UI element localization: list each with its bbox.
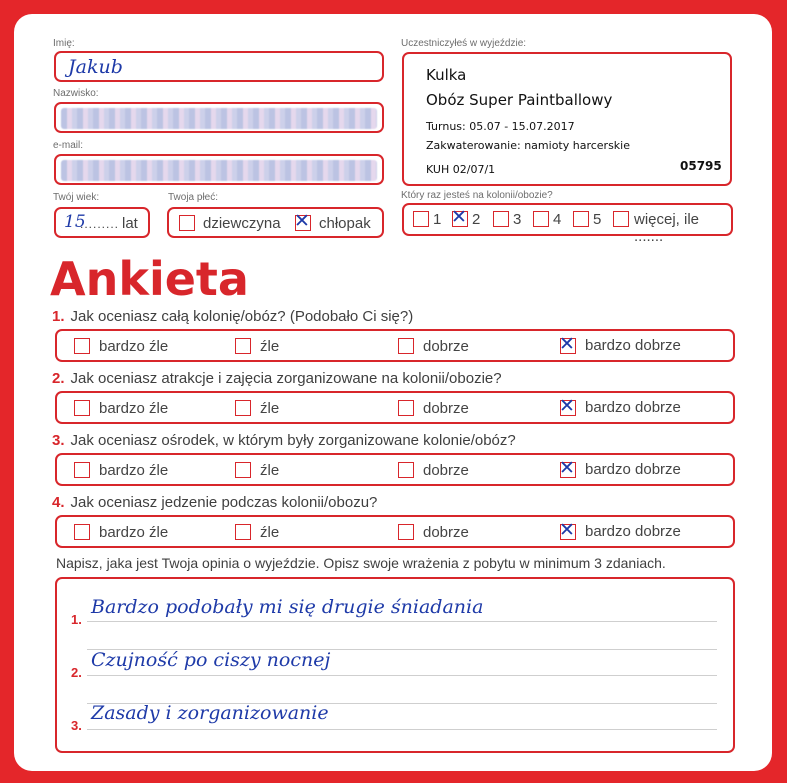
check-mark-icon: ✕	[559, 457, 575, 479]
q2-good-label: dobrze	[423, 400, 469, 417]
q4-very-good-checkbox[interactable]	[559, 519, 576, 541]
camp-turn: Turnus: 05.07 - 15.07.2017	[426, 120, 575, 133]
gender-field	[167, 207, 384, 238]
name-value: Jakub	[68, 56, 123, 78]
q2-very-good-checkbox[interactable]	[559, 395, 576, 417]
name-field[interactable]	[54, 51, 384, 82]
camp-info-box	[402, 52, 732, 186]
gender-girl-label: dziewczyna	[203, 215, 281, 232]
q2-very-bad-checkbox[interactable]	[74, 400, 90, 416]
question-3-number: 3.	[52, 432, 65, 449]
q1-very-bad-label: bardzo źle	[99, 338, 169, 355]
question-2-options	[55, 391, 735, 424]
q3-very-bad-checkbox[interactable]	[74, 462, 90, 478]
opinion-line-2-text: Czujność po ciszy nocnej	[91, 649, 331, 671]
question-4-options	[55, 515, 735, 548]
q3-very-good-label: bardzo dobrze	[585, 461, 681, 478]
question-4-text: Jak oceniasz jedzenie podczas kolonii/obozu?	[70, 494, 378, 511]
camp-company: Kulka	[426, 66, 467, 84]
check-mark-icon: ✕	[559, 333, 575, 355]
opinion-prompt: Napisz, jaka jest Twoja opinia o wyjeździe. Opisz swoje wrażenia z pobytu w minimum 3 zdaniach.	[56, 555, 666, 571]
opinion-line-2-number: 2.	[71, 665, 82, 680]
opinion-line-1-text: Bardzo podobały mi się drugie śniadania	[91, 596, 484, 618]
question-2-number: 2.	[52, 370, 65, 387]
q4-very-bad-label: bardzo źle	[99, 524, 169, 541]
times-4-label: 4	[553, 211, 562, 228]
q3-good-label: dobrze	[423, 462, 469, 479]
times-2-label: 2	[472, 211, 481, 228]
times-more-label: więcej, ile .......	[634, 211, 700, 245]
check-mark-icon: ✕	[559, 519, 575, 541]
survey-sheet	[14, 14, 772, 771]
times-1-checkbox[interactable]	[413, 211, 429, 227]
times-2-checkbox[interactable]	[451, 206, 468, 228]
q1-good-label: dobrze	[423, 338, 469, 355]
gender-boy-label: chłopak	[319, 215, 371, 232]
times-3-label: 3	[513, 211, 522, 228]
q1-bad-checkbox[interactable]	[235, 338, 251, 354]
question-3	[52, 432, 516, 449]
name-label: Imię:	[53, 38, 75, 49]
participation-label: Uczestniczyłeś w wyjeździe:	[401, 38, 527, 49]
surname-redacted	[61, 108, 377, 129]
times-4-checkbox[interactable]	[533, 211, 549, 227]
question-1-text: Jak oceniasz całą kolonię/obóz? (Podobało Ci się?)	[70, 308, 414, 325]
page-title: Ankieta	[50, 252, 249, 306]
question-2	[52, 370, 502, 387]
age-value: 15	[64, 212, 86, 232]
q1-bad-label: źle	[260, 338, 280, 355]
times-field	[402, 203, 733, 245]
gender-boy-checkbox[interactable]	[294, 210, 311, 232]
q2-very-bad-label: bardzo źle	[99, 400, 169, 417]
opinion-line-1-number: 1.	[71, 612, 82, 627]
q3-good-checkbox[interactable]	[398, 462, 414, 478]
age-dots: .........	[80, 217, 120, 231]
question-2-text: Jak oceniasz atrakcje i zajęcia zorganizowane na kolonii/obozie?	[70, 370, 502, 387]
opinion-rule-1	[87, 621, 717, 622]
q2-good-checkbox[interactable]	[398, 400, 414, 416]
times-3-checkbox[interactable]	[493, 211, 509, 227]
opinion-line-3-number: 3.	[71, 718, 82, 733]
q1-very-good-label: bardzo dobrze	[585, 337, 681, 354]
q2-bad-checkbox[interactable]	[235, 400, 251, 416]
gender-girl-checkbox[interactable]	[179, 215, 195, 231]
question-4	[52, 494, 377, 511]
q2-very-good-label: bardzo dobrze	[585, 399, 681, 416]
q3-bad-checkbox[interactable]	[235, 462, 251, 478]
q3-very-good-checkbox[interactable]	[559, 457, 576, 479]
q1-very-good-checkbox[interactable]	[559, 333, 576, 355]
camp-accommodation: Zakwaterowanie: namioty harcerskie	[426, 139, 630, 152]
camp-name: Obóz Super Paintballowy	[426, 91, 613, 109]
question-3-options	[55, 453, 735, 486]
q4-very-bad-checkbox[interactable]	[74, 524, 90, 540]
check-mark-icon: ✕	[559, 395, 575, 417]
q2-bad-label: źle	[260, 400, 280, 417]
email-redacted	[61, 160, 377, 181]
q4-very-good-label: bardzo dobrze	[585, 523, 681, 540]
age-label: Twój wiek:	[53, 192, 100, 203]
email-field[interactable]	[54, 154, 384, 185]
times-5-label: 5	[593, 211, 602, 228]
q3-bad-label: źle	[260, 462, 280, 479]
check-mark-icon: ✕	[294, 210, 310, 232]
q4-bad-checkbox[interactable]	[235, 524, 251, 540]
email-label: e-mail:	[53, 140, 84, 151]
surname-field[interactable]	[54, 102, 384, 133]
times-more-checkbox[interactable]	[613, 211, 629, 227]
opinion-field[interactable]	[55, 577, 735, 753]
q4-good-checkbox[interactable]	[398, 524, 414, 540]
question-1-number: 1.	[52, 308, 65, 325]
question-1	[52, 308, 413, 325]
camp-code: KUH 02/07/1	[426, 163, 496, 176]
times-1-label: 1	[433, 211, 442, 228]
q1-good-checkbox[interactable]	[398, 338, 414, 354]
question-4-number: 4.	[52, 494, 65, 511]
gender-label: Twoja płeć:	[168, 192, 219, 203]
age-unit: lat	[122, 215, 138, 232]
surname-label: Nazwisko:	[53, 88, 99, 99]
age-field[interactable]	[54, 207, 150, 238]
check-mark-icon: ✕	[451, 206, 467, 228]
opinion-rule-3	[87, 675, 717, 676]
times-5-checkbox[interactable]	[573, 211, 589, 227]
q4-bad-label: źle	[260, 524, 280, 541]
camp-number: 05795	[680, 159, 722, 173]
q1-very-bad-checkbox[interactable]	[74, 338, 90, 354]
question-1-options	[55, 329, 735, 362]
question-3-text: Jak oceniasz ośrodek, w którym były zorganizowane kolonie/obóz?	[70, 432, 516, 449]
q3-very-bad-label: bardzo źle	[99, 462, 169, 479]
opinion-line-3-text: Zasady i zorganizowanie	[91, 702, 329, 724]
opinion-rule-5	[87, 729, 717, 730]
q4-good-label: dobrze	[423, 524, 469, 541]
times-label: Który raz jesteś na kolonii/obozie?	[401, 190, 553, 201]
